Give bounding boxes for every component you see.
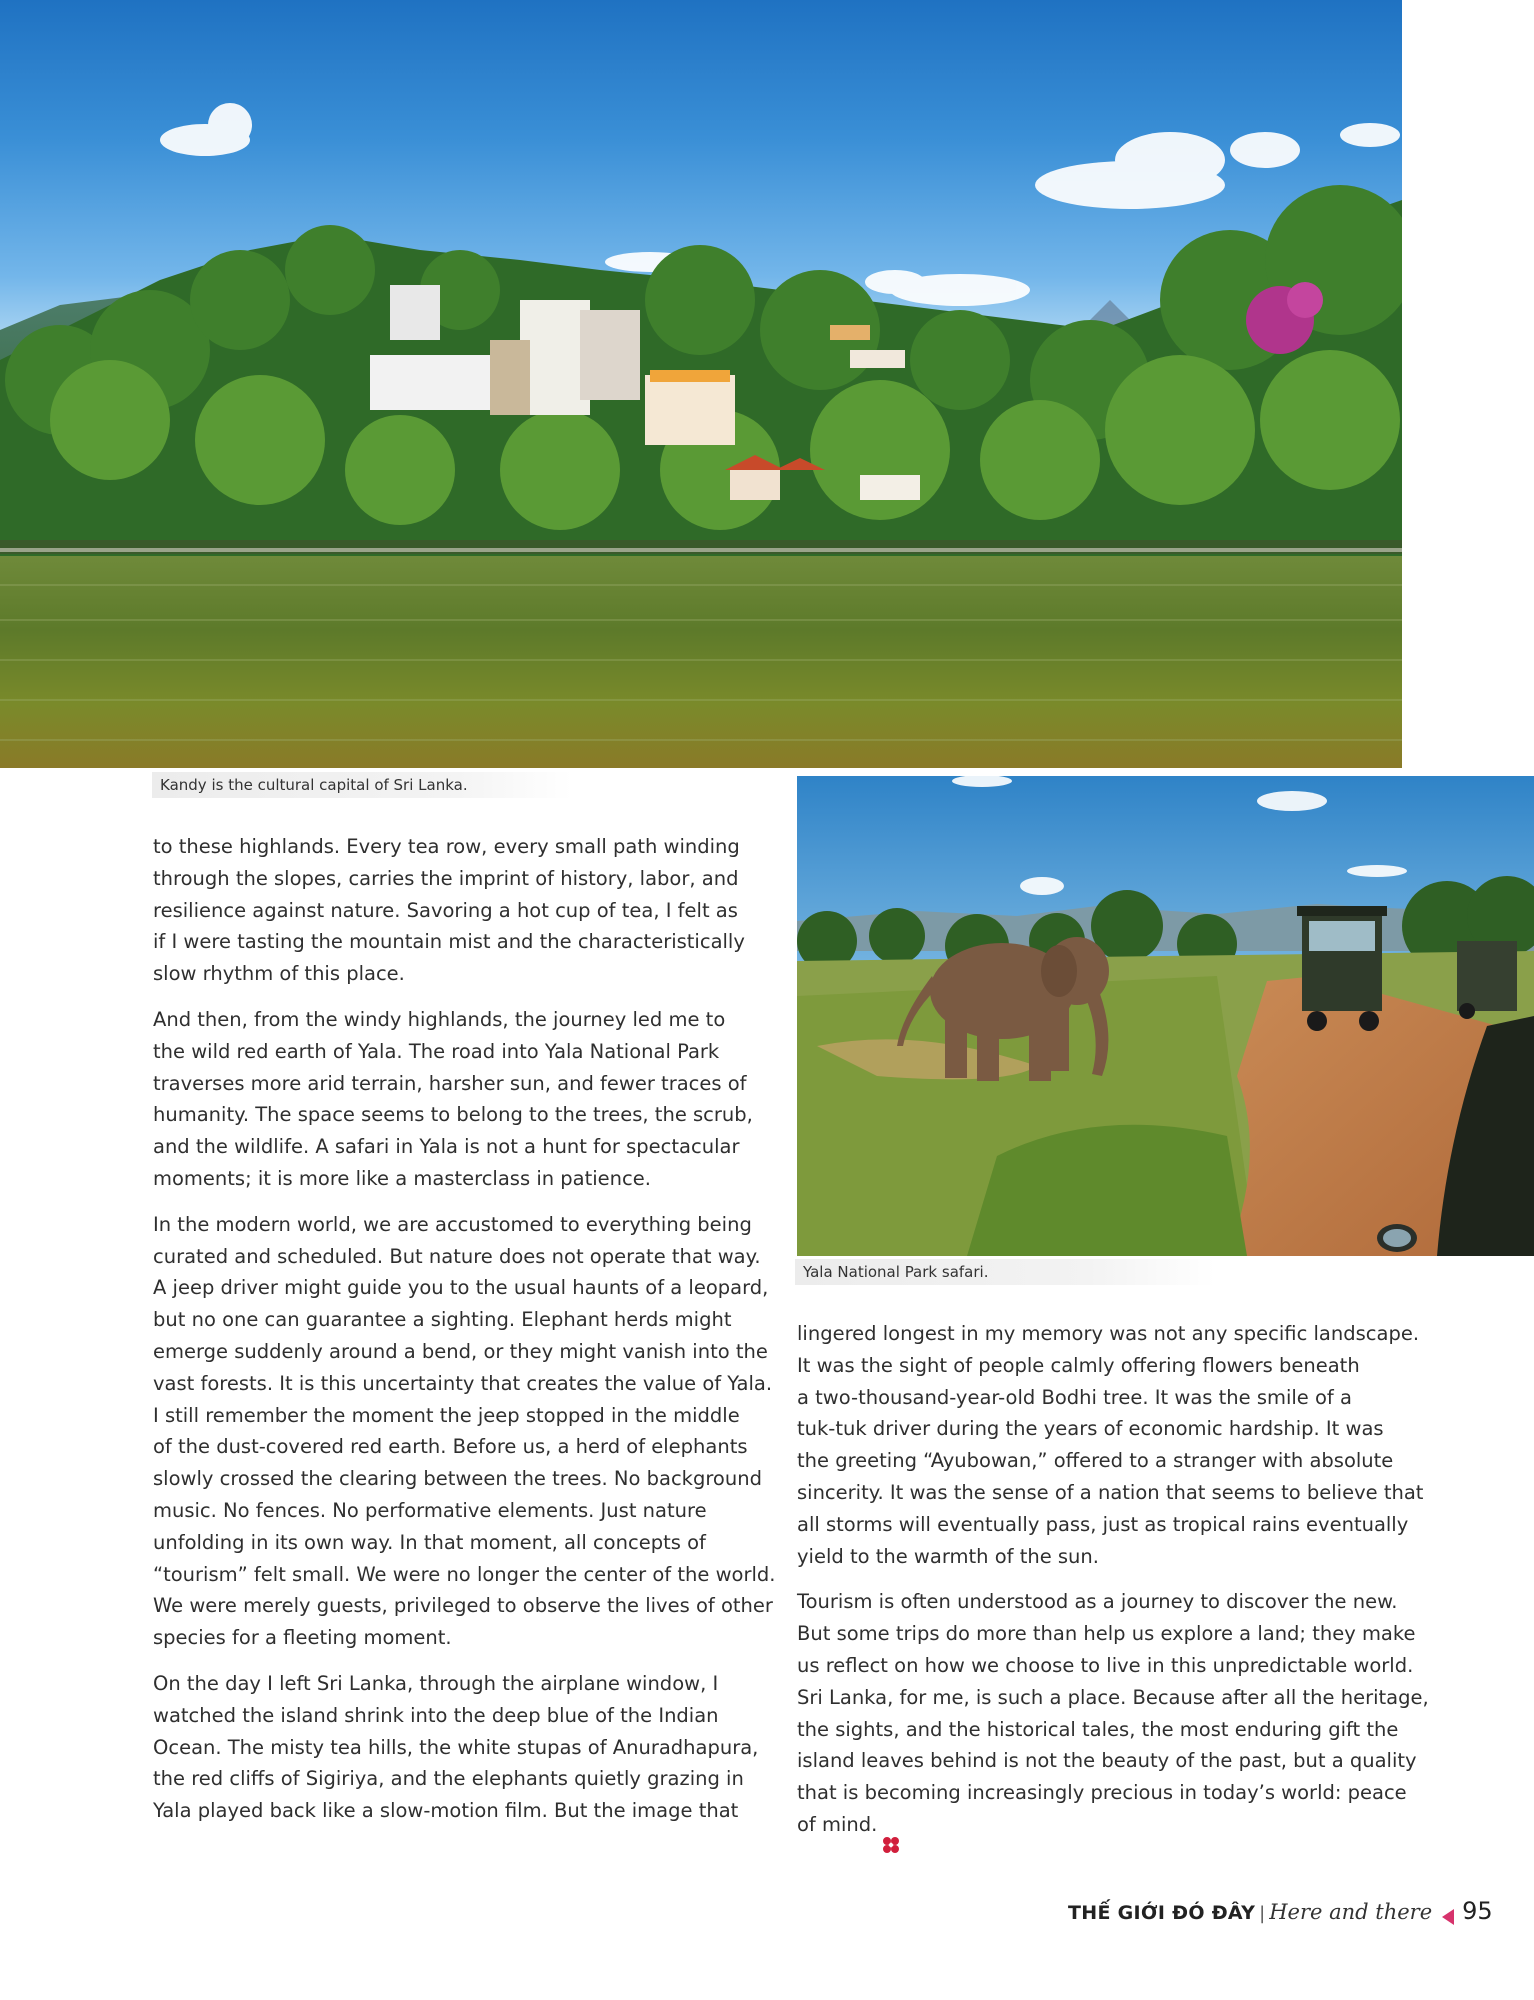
text-line: but no one can guarantee a sighting. Elephant herds might: [153, 1308, 732, 1332]
kandy-lake-illustration: [0, 0, 1402, 768]
text-line: the wild red earth of Yala. The road into Yala National Park: [153, 1039, 720, 1063]
text-line: lingered longest in my memory was not any specific landscape.: [797, 1322, 1420, 1345]
article-right-column: [797, 1318, 1429, 1855]
text-line: But some trips do more than help us explore a land; they make: [797, 1622, 1416, 1646]
paragraph: [797, 1586, 1429, 1840]
text-line: music. No fences. No performative elements. Just nature: [153, 1498, 707, 1522]
text-line: slow rhythm of this place.: [153, 962, 405, 986]
text-line: through the slopes, carries the imprint of history, labor, and: [153, 866, 739, 890]
text-line: curated and scheduled. But nature does not operate that way.: [153, 1244, 761, 1268]
paragraph: [153, 1209, 776, 1654]
text-line: of the dust-covered red earth. Before us, a herd of elephants: [153, 1435, 748, 1459]
yala-safari-illustration: [797, 776, 1534, 1256]
text-line: unfolding in its own way. In that moment, all concepts of: [153, 1530, 706, 1554]
text-line: humanity. The space seems to belong to the trees, the scrub,: [153, 1103, 753, 1127]
text-line: Yala played back like a slow-motion film. But the image that: [153, 1799, 739, 1823]
footer-divider: |: [1259, 1903, 1266, 1924]
text-line: of mind.: [797, 1812, 878, 1836]
text-line: vast forests. It is this uncertainty that creates the value of Yala.: [153, 1371, 773, 1395]
text-line: “tourism” felt small. We were no longer the center of the world.: [153, 1562, 776, 1586]
paragraph: [153, 1668, 773, 1827]
text-line: slowly crossed the clearing between the trees. No background: [153, 1467, 762, 1491]
text-line: And then, from the windy highlands, the journey led me to: [153, 1007, 726, 1031]
text-line: that is becoming increasingly precious in today’s world: peace: [797, 1781, 1407, 1805]
text-line: sincerity. It was the sense of a nation that seems to believe that: [797, 1480, 1424, 1504]
page-footer: [1068, 1897, 1493, 1937]
text-line: I still remember the moment the jeep stopped in the middle: [153, 1403, 740, 1427]
text-line: yield to the warmth of the sun.: [797, 1544, 1099, 1568]
text-line: the greeting “Ayubowan,” offered to a stranger with absolute: [797, 1449, 1394, 1473]
yala-photo-caption: Yala National Park safari.: [795, 1259, 1215, 1285]
text-line: Tourism is often understood as a journey to discover the new.: [797, 1590, 1398, 1614]
text-line: the red cliffs of Sigiriya, and the elephants quietly grazing in: [153, 1767, 744, 1791]
text-line: Sri Lanka, for me, is such a place. Because after all the heritage,: [797, 1685, 1429, 1709]
text-line: resilience against nature. Savoring a hot cup of tea, I felt as: [153, 898, 738, 922]
page-number: 95: [1462, 1897, 1493, 1925]
text-line: all storms will eventually pass, just as tropical rains eventually: [797, 1512, 1409, 1536]
text-line: species for a fleeting moment.: [153, 1626, 452, 1650]
text-line: the sights, and the historical tales, the most enduring gift the: [797, 1717, 1399, 1741]
text-line: a two-thousand-year-old Bodhi tree. It was the smile of a: [797, 1385, 1352, 1409]
paragraph: [153, 1004, 773, 1195]
text-line: We were merely guests, privileged to observe the lives of other: [153, 1594, 773, 1618]
text-line: watched the island shrink into the deep blue of the Indian: [153, 1703, 719, 1727]
text-line: Ocean. The misty tea hills, the white stupas of Anuradhapura,: [153, 1735, 759, 1759]
yala-safari-photo: [797, 776, 1534, 1256]
text-line: and the wildlife. A safari in Yala is not a hunt for spectacular: [153, 1135, 740, 1159]
text-line: traverses more arid terrain, harsher sun, and fewer traces of: [153, 1071, 747, 1095]
article-left-column: [153, 831, 776, 1841]
text-line: A jeep driver might guide you to the usual haunts of a leopard,: [153, 1276, 769, 1300]
text-line: In the modern world, we are accustomed to everything being: [153, 1212, 752, 1236]
text-line: island leaves behind is not the beauty of the past, but a quality: [797, 1749, 1417, 1773]
text-line: It was the sight of people calmly offering flowers beneath: [797, 1353, 1360, 1377]
text-line: On the day I left Sri Lanka, through the airplane window, I: [153, 1671, 719, 1695]
kandy-lake-photo: [0, 0, 1402, 768]
section-subtitle: Here and there: [1269, 1900, 1433, 1924]
text-line: emerge suddenly around a bend, or they might vanish into the: [153, 1339, 768, 1363]
text-line: moments; it is more like a masterclass in patience.: [153, 1166, 651, 1190]
text-line: us reflect on how we choose to live in this unpredictable world.: [797, 1653, 1414, 1677]
section-name: THẾ GIỚI ĐÓ ĐÂY: [1068, 1902, 1256, 1924]
paragraph: [797, 1318, 1424, 1572]
triangle-left-icon: [1442, 1909, 1454, 1925]
paragraph: [153, 831, 773, 990]
kandy-photo-caption: Kandy is the cultural capital of Sri Lanka.: [152, 772, 572, 798]
text-line: tuk-tuk driver during the years of economic hardship. It was: [797, 1417, 1384, 1441]
text-line: to these highlands. Every tea row, every small path winding: [153, 835, 740, 858]
text-line: if I were tasting the mountain mist and the characteristically: [153, 930, 745, 954]
article-end-flower-icon: [882, 1836, 900, 1854]
